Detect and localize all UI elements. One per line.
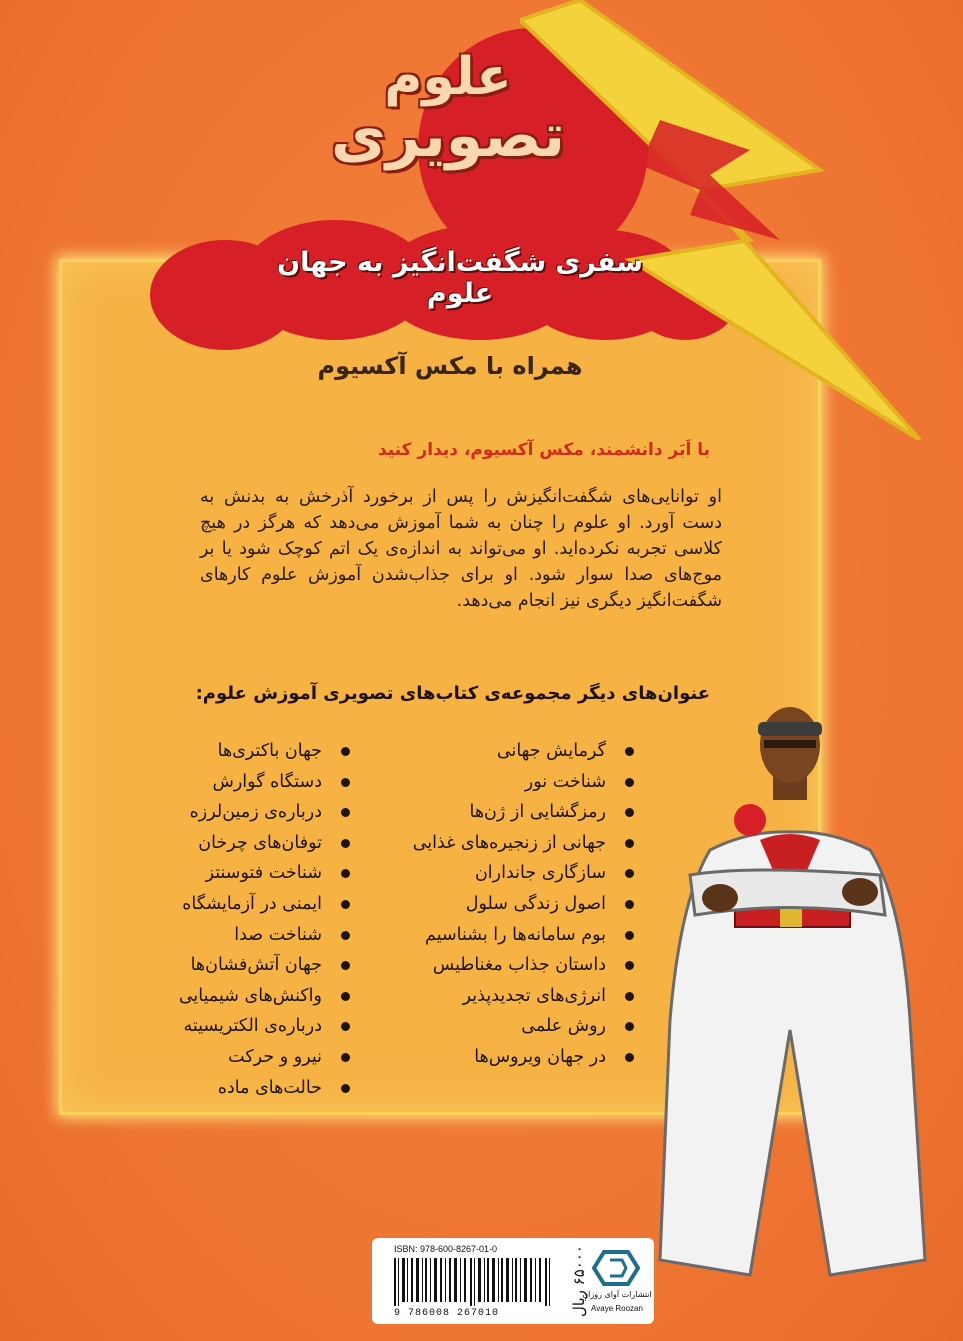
list-item: روش علمی [400,1011,638,1042]
intro-body: او توانایی‌های شگفت‌انگیزش را پس از برخورد آذرخش به بدنش به دست آورد. او علوم را چنان به شما آموزش می‌دهد که هرگز در هیچ کلاسی تجربه نکرده‌اید. او می‌تواند به اندازه‌ی یک اتم کوچک شود یا بر موج‌های صدا سوار شود. او برای جذاب‌شدن آموزش علوم کارهای شگفت‌انگیز دیگری نیز انجام می‌دهد. [200,487,722,611]
list-item: گرمایش جهانی [400,736,638,767]
publisher-logo-icon [586,1248,646,1288]
titles-list-right [400,736,638,1073]
series-title-line2: تصویری [330,100,566,171]
list-item: جهانی از زنجیره‌های غذایی [400,828,638,859]
list-item: شناخت نور [400,767,638,798]
list-item: حالت‌های ماده [148,1073,354,1104]
with-max-subtitle: همراه با مکس آکسیوم [317,352,583,380]
intro-heading: با اَبَر دانشمند، مکس آکسیوم، دیدار کنید [377,440,710,460]
list-item: دستگاه گوارش [148,767,354,798]
max-axiom-illustration [640,700,940,1280]
price-label: ۶۵۰۰۰ ریال [570,1245,588,1317]
list-item: انرژی‌های تجدیدپذیر [400,981,638,1012]
series-title-line1: علوم [384,47,512,107]
titles-heading: عنوان‌های دیگر مجموعه‌ی کتاب‌های تصویری آموزش علوم: [195,683,710,704]
list-item: جهان باکتری‌ها [148,736,354,767]
publisher-name: انتشارات آوای روزان [582,1290,652,1299]
list-item: شناخت صدا [148,920,354,951]
list-item: واکنش‌های شیمیایی [148,981,354,1012]
barcode-box [372,1238,654,1324]
isbn-text: ISBN: 978-600-8267-01-0 [394,1244,498,1254]
list-item: جهان آتش‌فشان‌ها [148,950,354,981]
barcode-number: 9 786008 267010 [394,1308,500,1319]
publisher-latin-name: Avaye Roozan [591,1304,643,1313]
list-item: اصول زندگی سلول [400,889,638,920]
list-item: درباره‌ی الکتریسیته [148,1011,354,1042]
list-item: در جهان ویروس‌ها [400,1042,638,1073]
titles-list-left [148,736,354,1103]
list-item: درباره‌ی زمین‌لرزه [148,797,354,828]
tagline: سفری شگفت‌انگیز به جهان علوم [277,247,643,309]
list-item: توفان‌های چرخان [148,828,354,859]
series-title [318,47,578,171]
list-item: نیرو و حرکت [148,1042,354,1073]
barcode-icon [394,1258,552,1306]
list-item: ایمنی در آزمایشگاه [148,889,354,920]
list-item: داستان جذاب مغناطیس [400,950,638,981]
list-item: بوم سامانه‌ها را بشناسیم [400,920,638,951]
list-item: شناخت فتوسنتز [148,858,354,889]
list-item: سازگاری جانداران [400,858,638,889]
list-item: رمزگشایی از ژن‌ها [400,797,638,828]
